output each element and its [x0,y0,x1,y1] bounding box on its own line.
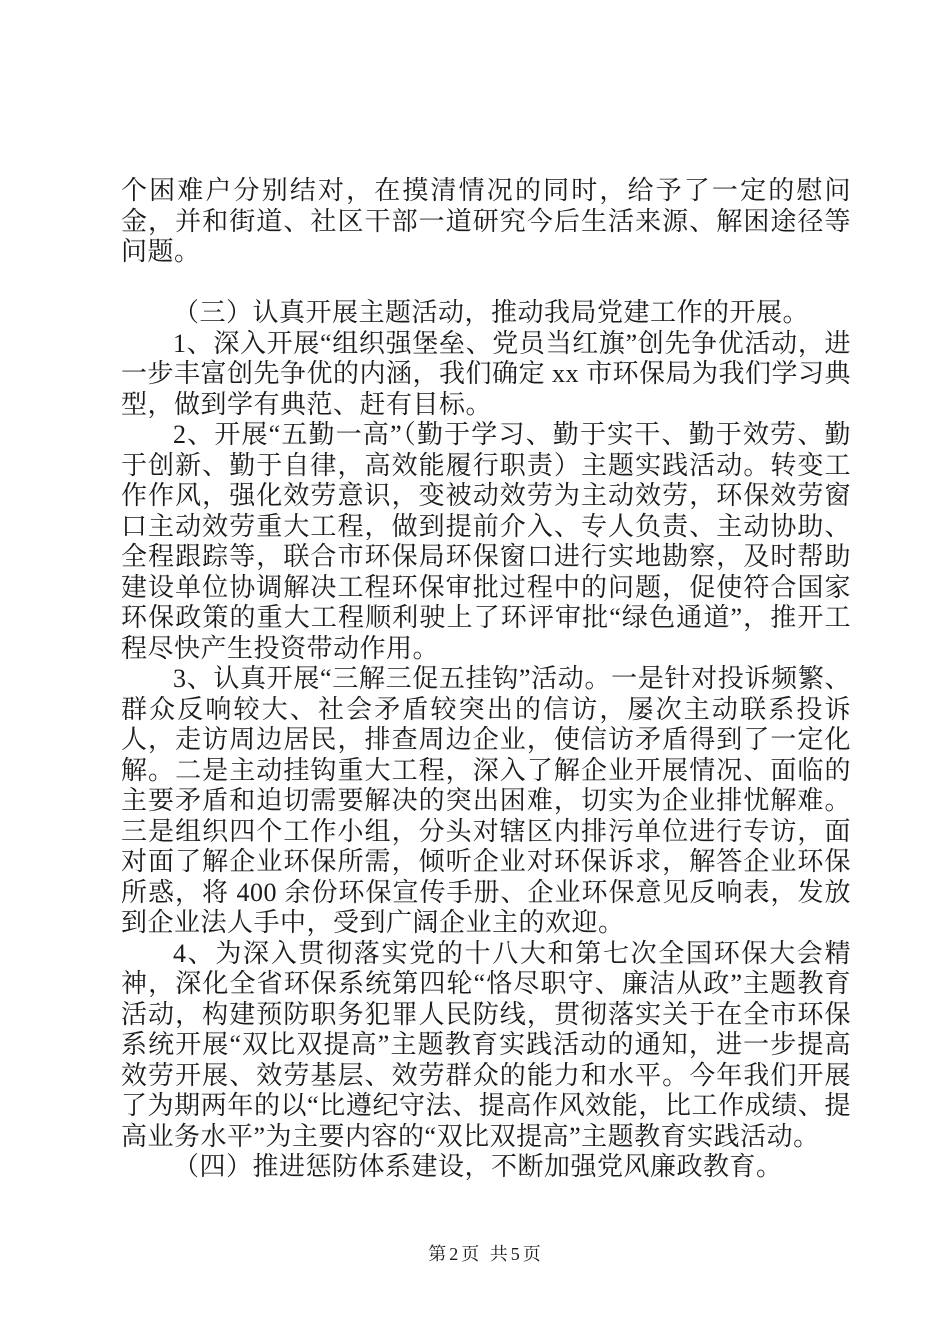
paragraph-item-1: 1、深入开展“组织强堡垒、党员当红旗”创先争优活动，进一步丰富创先争优的内涵，我们确定 xx 市环保局为我们学习典型，做到学有典范、赶有目标。 [121,328,852,419]
section-heading-four: （四）推进惩防体系建设，不断加强党风廉政教育。 [173,1152,783,1181]
continued-paragraph: 个困难户分别结对，在摸清情况的同时，给予了一定的慰问金，并和街道、社区干部一道研究今后生活来源、解困途径等问题。 [121,176,851,266]
section-heading-three: （三）认真开展主题活动，推动我局党建工作的开展。 [173,298,810,327]
document-body [121,176,851,1183]
paragraph-item-4: 4、为深入贯彻落实党的十八大和第七次全国环保大会精神，深化全省环保系统第四轮“恪尽职守、廉洁从政”主题教育活动，构建预防职务犯罪人民防线，贯彻落实关于在全市环保系统开展“双比双提高”主题教育实践活动的通知，进一步提高效劳开展、效劳基层、效劳群众的能力和水平。今年我们开展了为期两年的以“比遵纪守法、提高作风效能，比工作成绩、提高业务水平”为主要内容的“双比双提高”主题教育实践活动。 [121,938,851,1151]
paragraph-item-3: 3、认真开展“三解三促五挂钩”活动。一是针对投诉频繁、群众反响较大、社会矛盾较突出的信访，屡次主动联系投诉人，走访周边居民，排查周边企业，使信访矛盾得到了一定化解。二是主动挂钩重大工程，深入了解企业开展情况、面临的主要矛盾和迫切需要解决的突出困难，切实为企业排忧解难。三是组织四个工作小组，分头对辖区内排污单位进行专访，面对面了解企业环保所需，倾听企业对环保诉求，解答企业环保所惑，将 400 余份环保宣传手册、企业环保意见反响表，发放到企业法人手中，受到广阔企业主的欢迎。 [121,664,851,937]
paragraph-item-2: 2、开展“五勤一高”（勤于学习、勤于实干、勤于效劳、勤于创新、勤于自律，高效能履行职责）主题实践活动。转变工作作风，强化效劳意识，变被动效劳为主动效劳，环保效劳窗口主动效劳重大工程，做到提前介入、专人负责、主动协助、全程跟踪等，联合市环保局环保窗口进行实地勘察，及时帮助建设单位协调解决工程环保审批过程中的问题，促使符合国家环保政策的重大工程顺利驶上了环评审批“绿色通道”，推开工程尽快产生投资带动作用。 [121,420,851,663]
page-number-footer: 第2页 共5页 [428,1244,544,1264]
